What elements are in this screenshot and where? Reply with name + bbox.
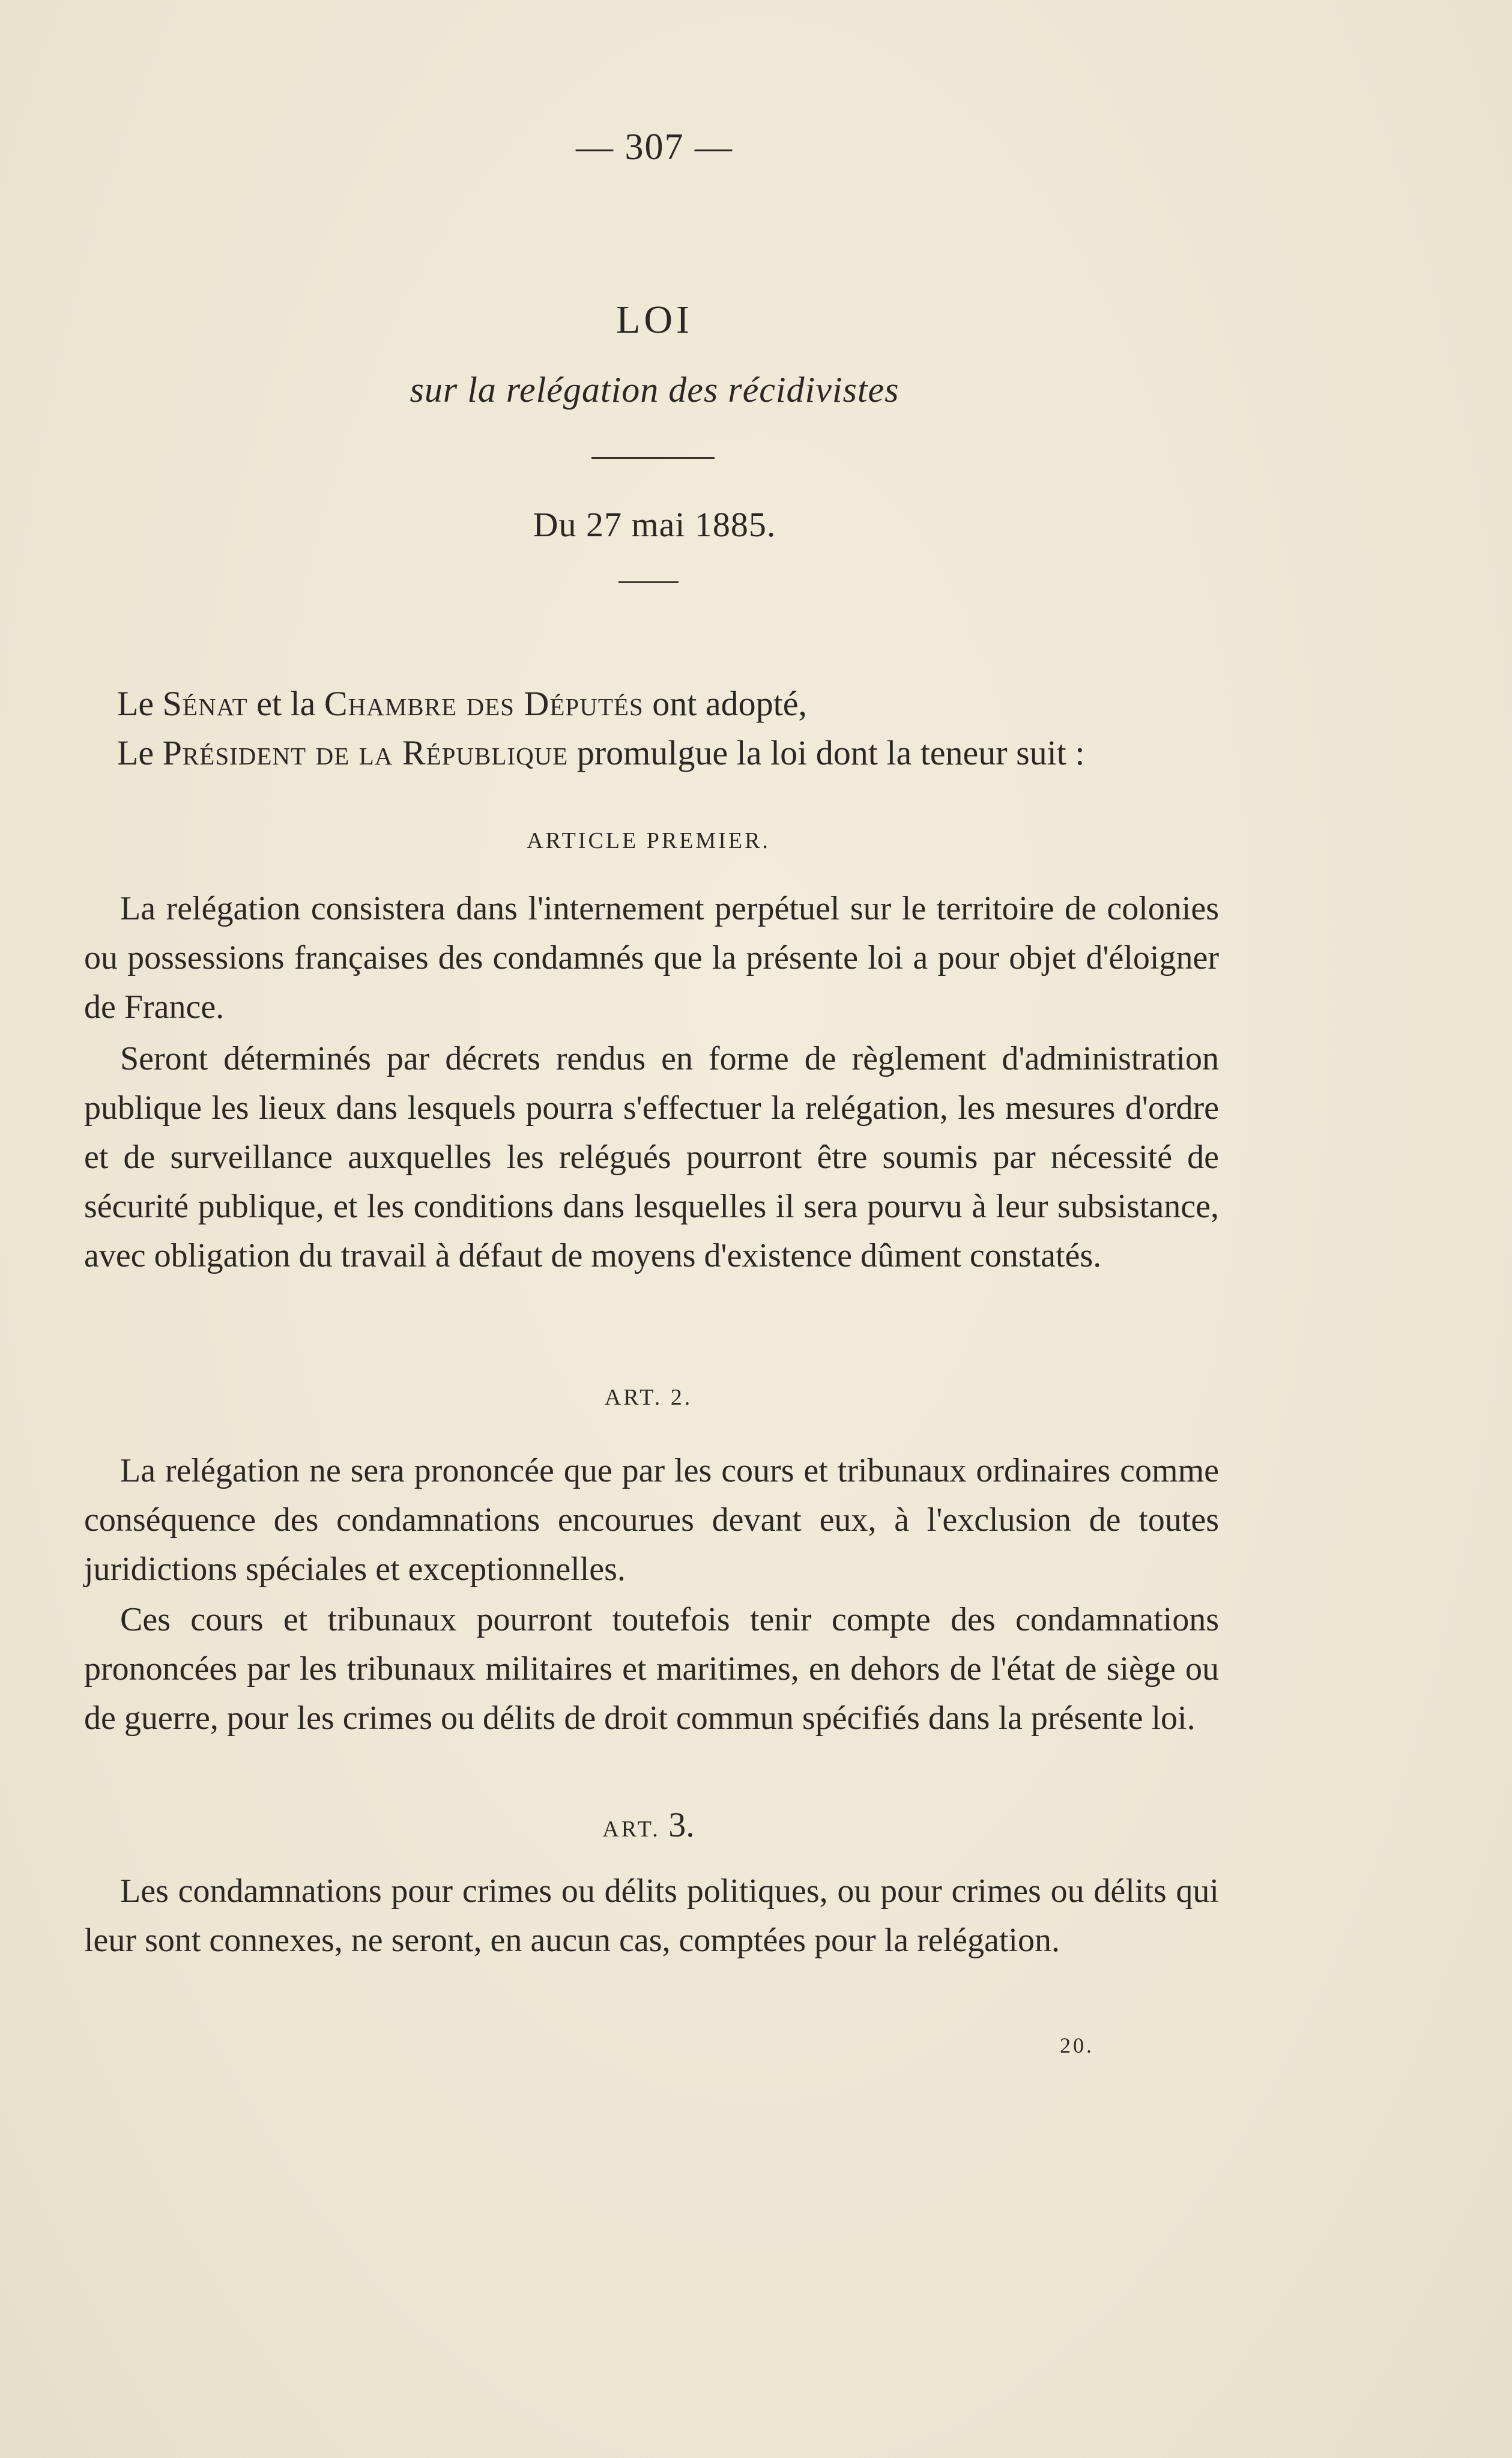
article-3-heading-prefix: ART.	[602, 1817, 669, 1842]
enact-text: Le	[117, 684, 163, 723]
article-2-paragraph-1: La relégation ne sera prononcée que par les cours et tribunaux ordinaires comme conséquence des condamnations encourues devant eux, à l'exclusion de toutes juridictions spéciales et exceptionnelles.	[84, 1452, 1219, 1588]
enact-text: et la	[247, 684, 324, 723]
article-2-paragraph-2: Ces cours et tribunaux pourront toutefois tenir compte des condamnations prononcées par les tribunaux militaires et maritimes, en dehors de l'état de siège ou de guerre, pour les crimes ou délits de droit commun spécifiés dans la présente loi.	[84, 1601, 1219, 1737]
law-title: LOI	[616, 298, 693, 342]
law-date: Du 27 mai 1885.	[533, 505, 776, 544]
law-subtitle: sur la relégation des récidivistes	[410, 370, 900, 410]
article-3-heading-number: 3.	[668, 1805, 695, 1844]
article-1-paragraph-1: La relégation consistera dans l'internement perpétuel sur le territoire de colonies ou possessions françaises des condamnés que la présente loi a pour objet d'éloigner de France.	[84, 890, 1219, 1026]
signature-mark: 20.	[1060, 2033, 1094, 2057]
article-3-paragraph-1: Les condamnations pour crimes ou délits politiques, ou pour crimes ou délits qui leur sont connexes, ne seront, en aucun cas, comptées pour la relégation.	[84, 1872, 1219, 1959]
enact-text: Le	[117, 733, 163, 772]
enact-senat: Sénat	[162, 684, 248, 723]
page-number: — 307 —	[576, 127, 733, 168]
enact-president: Président de la République	[162, 733, 569, 772]
title-divider	[591, 457, 715, 459]
date-divider	[618, 581, 679, 583]
enacting-clause-line-2	[117, 729, 1258, 777]
enact-chambre: Chambre des Députés	[324, 684, 644, 723]
enacting-clause-line-1	[117, 680, 1258, 728]
enact-text: promulgue la loi dont la teneur suit :	[568, 733, 1085, 772]
article-1-heading: ARTICLE PREMIER.	[527, 828, 770, 853]
article-1-paragraph-2: Seront déterminés par décrets rendus en forme de règlement d'administration publique les lieux dans lesquels pourra s'effectuer la relégation, les mesures d'ordre et de surveillance auxquelles les relégués pourront être soumis par nécessité de sécurité publique, et les conditions dans lesquelles il sera pourvu à leur subsistance, avec obligation du travail à défaut de moyens d'existence dûment constatés.	[84, 1040, 1219, 1274]
article-2-heading: ART. 2.	[604, 1385, 693, 1410]
article-3-heading	[0, 1805, 1297, 1845]
enact-text: ont adopté,	[643, 684, 807, 723]
